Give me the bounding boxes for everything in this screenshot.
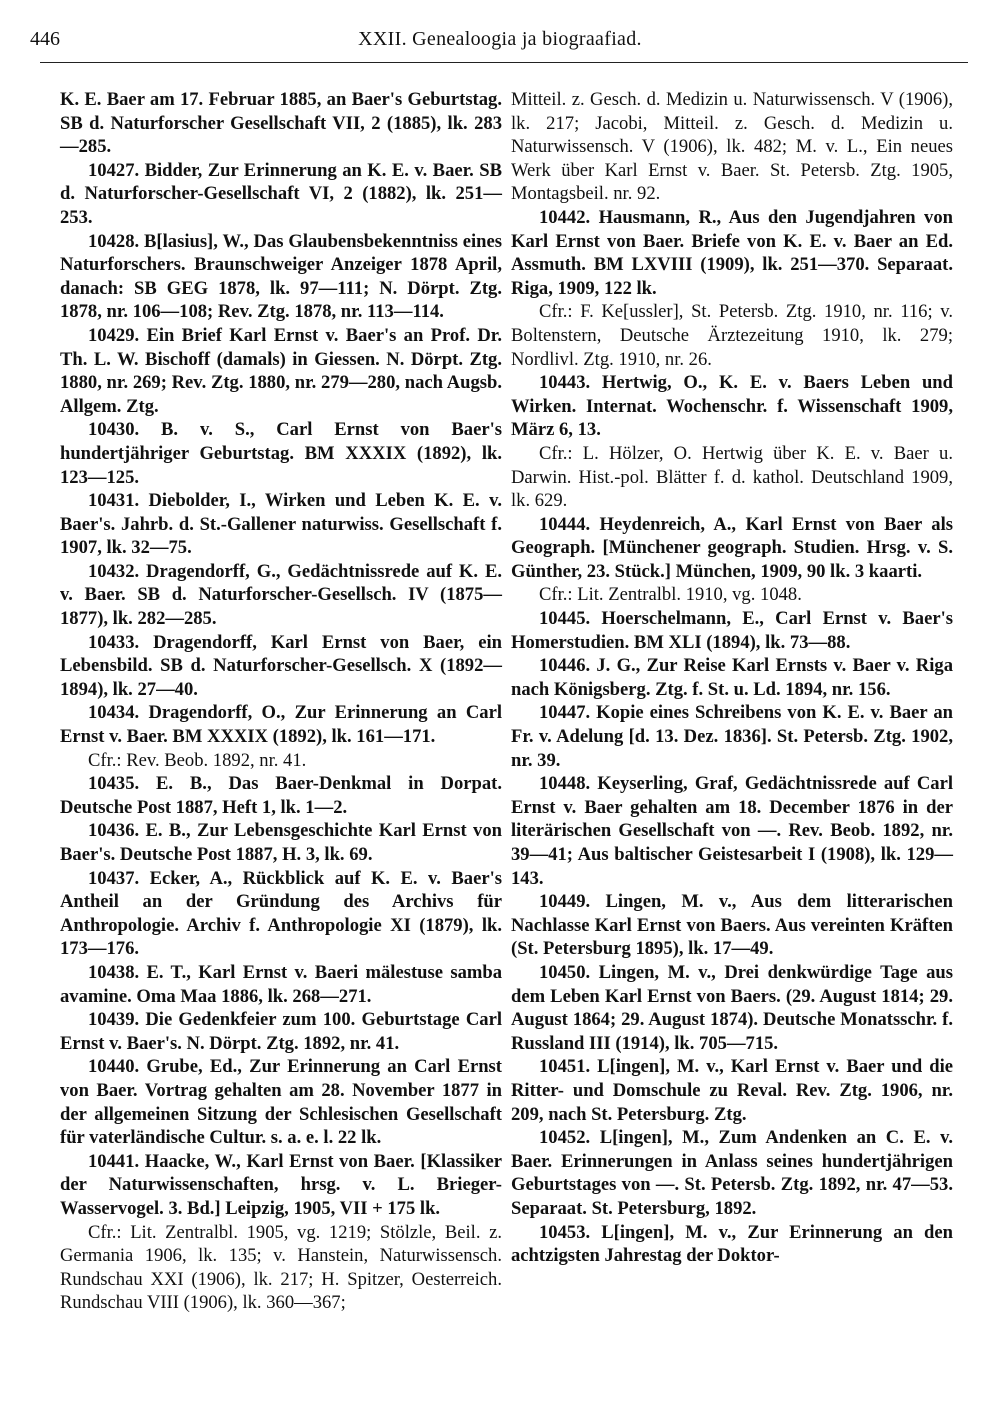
bibliography-entry: 10443. Hertwig, O., K. E. v. Baers Leben und Wirken. Internat. Wochenschr. f. Wissenschaft 1909, März 6, 13. xyxy=(511,372,953,441)
bibliography-entry: 10445. Hoerschelmann, E., Carl Ernst v. Baer's Homerstudien. BM XLI (1894), lk. 73—88. xyxy=(511,608,953,653)
cfr-note: Mitteil. z. Gesch. d. Medizin u. Naturwissensch. V (1906), lk. 217; Jacobi, Mitteil. z. Gesch. d. Medizin u. Naturwissensch. V (1906), lk. 482; M. v. L., Ein neues Werk über Karl Ernst v. Baer. St. Petersb. Ztg. 1905, Montagsbeil. nr. 92. xyxy=(511,89,953,205)
bibliography-entry: 10451. L[ingen], M. v., Karl Ernst v. Baer und die Ritter- und Domschule zu Reval. Rev. Ztg. 1906, nr. 209, nach St. Petersburg. Ztg. xyxy=(511,1056,953,1125)
bibliography-entry: 10450. Lingen, M. v., Drei denkwürdige Tage aus dem Leben Karl Ernst von Baers. (29. August 1814; 29. August 1864; 29. August 1874). Deutsche Monatsschr. f. Russland III (1914), lk. 705—715. xyxy=(511,961,953,1054)
bibliography-entry: 10430. B. v. S., Carl Ernst von Baer's hundertjähriger Geburtstag. BM XXXIX (1892), lk. 123—125. xyxy=(60,419,502,488)
bibliography-entry: K. E. Baer am 17. Februar 1885, an Baer's Geburtstag. SB d. Naturforscher Gesellschaft VII, 2 (1885), lk. 283—285. xyxy=(60,89,502,158)
cfr-note: Cfr.: Lit. Zentralbl. 1910, vg. 1048. xyxy=(539,584,802,606)
bibliography-entry: 10438. E. T., Karl Ernst v. Baeri mälestuse samba avamine. Oma Maa 1886, lk. 268—271. xyxy=(60,961,502,1007)
bibliography-entry: 10440. Grube, Ed., Zur Erinnerung an Carl Ernst von Baer. Vortrag gehalten am 28. November 1877 in der allgemeinen Sitzung der Schlesischen Gesellschaft für vaterländische Cultur. s. a. e. l. 22 lk. xyxy=(60,1056,502,1149)
left-column xyxy=(60,88,502,1315)
cfr-note: Cfr.: Rev. Beob. 1892, nr. 41. xyxy=(88,749,307,771)
bibliography-entry: 10431. Diebolder, I., Wirken und Leben K. E. v. Baer's. Jahrb. d. St.-Gallener naturwiss. Gesellschaft f. 1907, lk. 32—75. xyxy=(60,490,502,559)
bibliography-entry: 10439. Die Gedenkfeier zum 100. Geburtstage Carl Ernst v. Baer's. N. Dörpt. Ztg. 1892, nr. 41. xyxy=(60,1009,502,1054)
header-rule xyxy=(40,62,968,63)
bibliography-entry: 10442. Hausmann, R., Aus den Jugendjahren von Karl Ernst von Baer. Briefe von K. E. v. Baer an Ed. Assmuth. BM LXVIII (1909), lk. 251—370. Separaat. Riga, 1909, 122 lk. xyxy=(511,206,953,299)
bibliography-entry: 10435. E. B., Das Baer-Denkmal in Dorpat. Deutsche Post 1887, Heft 1, lk. 1—2. xyxy=(60,773,502,818)
bibliography-entry: 10449. Lingen, M. v., Aus dem litterarischen Nachlasse Karl Ernst von Baers. Aus vereinten Kräften (St. Petersburg 1895), lk. 17—49. xyxy=(511,891,953,960)
cfr-note: Cfr.: F. Ke[ussler], St. Petersb. Ztg. 1910, nr. 116; v. Boltenstern, Deutsche Ärztezeitung 1910, lk. 279; Nordlivl. Ztg. 1910, nr. 26. xyxy=(511,301,953,370)
bibliography-entry: 10446. J. G., Zur Reise Karl Ernsts v. Baer v. Riga nach Königsberg. Ztg. f. St. u. Ld. 1894, nr. 156. xyxy=(511,655,953,700)
bibliography-entry: 10437. Ecker, A., Rückblick auf K. E. v. Baer's Antheil an der Gründung des Archivs für Anthropologie. Archiv f. Anthropologie XI (1879), lk. 173—176. xyxy=(60,867,502,960)
bibliography-entry: 10453. L[ingen], M. v., Zur Erinnerung an den achtzigsten Jahrestag der Doktor- xyxy=(511,1221,953,1267)
bibliography-entry: 10434. Dragendorff, O., Zur Erinnerung an Carl Ernst v. Baer. BM XXXIX (1892), lk. 161—171. xyxy=(60,702,502,748)
bibliography-entry: 10428. B[lasius], W., Das Glaubensbekenntniss eines Naturforschers. Braunschweiger Anzeiger 1878 April, danach: SB GEG 1878, lk. 97—111; N. Dörpt. Ztg. 1878, nr. 106—108; Rev. Ztg. 1878, nr. 113—114. xyxy=(60,230,502,323)
right-column xyxy=(511,88,953,1268)
bibliography-entry: 10441. Haacke, W., Karl Ernst von Baer. [Klassiker der Naturwissenschaften, hrsg. v. L. Brieger-Wasservogel. 3. Bd.] Leipzig, 1905, VII + 175 lk. xyxy=(60,1150,502,1219)
cfr-note: Cfr.: Lit. Zentralbl. 1905, vg. 1219; Stölzle, Beil. z. Germania 1906, lk. 135; v. Hanstein, Naturwissensch. Rundschau XXI (1906), lk. 217; H. Spitzer, Oesterreich. Rundschau VIII (1906), lk. 360—367; xyxy=(60,1221,502,1314)
cfr-note: Cfr.: L. Hölzer, O. Hertwig über K. E. v. Baer u. Darwin. Hist.-pol. Blätter f. d. kathol. Deutschland 1909, lk. 629. xyxy=(511,442,953,512)
bibliography-entry: 10444. Heydenreich, A., Karl Ernst von Baer als Geograph. [Münchener geograph. Studien. Hrsg. v. S. Günther, 23. Stück.] München, 1909, 90 lk. 3 kaarti. xyxy=(511,513,953,582)
bibliography-entry: 10429. Ein Brief Karl Ernst v. Baer's an Prof. Dr. Th. L. W. Bischoff (damals) in Giessen. N. Dörpt. Ztg. 1880, nr. 269; Rev. Ztg. 1880, nr. 279—280, nach Augsb. Allgem. Ztg. xyxy=(60,324,502,417)
bibliography-entry: 10427. Bidder, Zur Erinnerung an K. E. v. Baer. SB d. Naturforscher-Gesellschaft VI, 2 (1882), lk. 251—253. xyxy=(60,159,502,228)
page-header xyxy=(0,28,1000,58)
page-number: 446 xyxy=(30,28,60,50)
bibliography-entry: 10432. Dragendorff, G., Gedächtnissrede auf K. E. v. Baer. SB d. Naturforscher-Gesellsch. IV (1875—1877), lk. 282—285. xyxy=(60,560,502,630)
bibliography-entry: 10448. Keyserling, Graf, Gedächtnissrede auf Carl Ernst v. Baer gehalten am 18. December 1876 in der literärischen Gesellschaft von —. Rev. Beob. 1892, nr. 39—41; Aus baltischer Geistesarbeit I (1908), lk. 129—143. xyxy=(511,773,953,889)
bibliography-entry: 10433. Dragendorff, Karl Ernst von Baer, ein Lebensbild. SB d. Naturforscher-Gesellsch. X (1892—1894), lk. 27—40. xyxy=(60,631,502,700)
bibliography-entry: 10447. Kopie eines Schreibens von K. E. v. Baer an Fr. v. Adelung [d. 13. Dez. 1836]. St. Petersb. Ztg. 1902, nr. 39. xyxy=(511,702,953,771)
running-title: XXII. Genealoogia ja biograafiad. xyxy=(358,28,642,50)
bibliography-entry: 10452. L[ingen], M., Zum Andenken an C. E. v. Baer. Erinnerungen in Anlass seines hundertjährigen Geburtstages von —. St. Petersb. Ztg. 1892, nr. 47—53. Separaat. St. Petersburg, 1892. xyxy=(511,1127,953,1219)
bibliography-entry: 10436. E. B., Zur Lebensgeschichte Karl Ernst von Baer's. Deutsche Post 1887, H. 3, lk. 69. xyxy=(60,820,502,865)
